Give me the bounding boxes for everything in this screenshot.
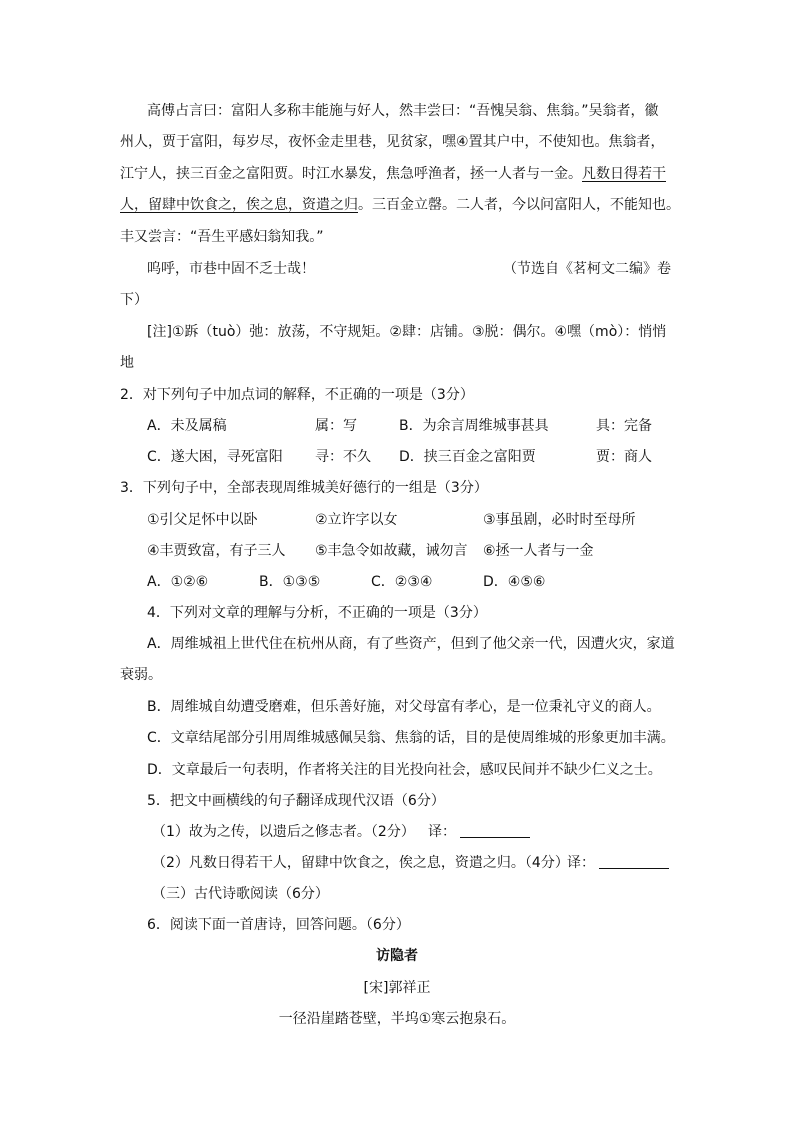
choice-item: ②立许字以女 <box>315 512 398 528</box>
option-c: C．文章结尾部分引用周维城感佩吴翁、焦翁的话，目的是使周维城的形象更加丰满。 <box>147 730 675 746</box>
passage-line: 高傅占言曰：富阳人多称丰能施与好人，然丰尝曰：“吾愧吴翁、焦翁。”吴翁者，徽 <box>147 103 659 119</box>
option-a: A．①②⑥ <box>147 574 209 590</box>
question-stem: 6．阅读下面一首唐诗，回答问题。（6分） <box>147 917 410 933</box>
question-stem: 4．下列对文章的理解与分析，不正确的一项是（3分） <box>147 605 487 621</box>
question-stem: 3．下列句子中，全部表现周维城美好德行的一组是（3分） <box>120 480 488 496</box>
choice-item: ⑤丰急令如故藏，诫勿言 <box>315 543 468 559</box>
translation-answer <box>567 853 669 873</box>
option-a: A．周维城祖上世代住在杭州从商，有了些资产，但到了他父亲一代，因遭火灾，家道 <box>147 636 675 652</box>
question-stem: 5．把文中画横线的句子翻译成现代汉语（6分） <box>147 793 445 809</box>
poem-line: 一径沿崖踏苍壁，半坞①寒云抱泉石。 <box>278 1011 516 1027</box>
option-a-continued: 衰弱。 <box>120 667 162 683</box>
question-stem: 2．对下列句子中加点词的解释，不正确的一项是（3分） <box>120 387 474 403</box>
passage-line <box>120 164 666 184</box>
option-b: B．周维城自幼遭受磨难，但乐善好施，对父母富有孝心，是一位秉礼守义的商人。 <box>147 699 661 715</box>
option-a: A．未及属稿 <box>147 418 227 434</box>
translation-item: （2）凡数日得若干人，留肆中饮食之，俟之息，资遣之归。（4分） <box>152 855 569 871</box>
option-d: D．④⑤⑥ <box>483 574 546 590</box>
choice-item: ④丰贾致富，有子三人 <box>147 543 286 559</box>
option-c: C．②③④ <box>371 574 433 590</box>
option-c-explanation: 寻：不久 <box>315 449 371 465</box>
passage-line: 呜呼，市巷中固不乏士哉！ <box>147 261 315 277</box>
option-b: B．为余言周维城事甚具 <box>399 418 549 434</box>
option-a-explanation: 属：写 <box>315 418 357 434</box>
choice-item: ①引父足怀中以卧 <box>147 512 258 528</box>
annotation-note: [注]①跅（tuò）弛：放荡，不守规矩。②肆：店铺。③脱：偶尔。④嘿（mò）：悄悄 <box>147 324 667 340</box>
option-b-explanation: 具：完备 <box>596 418 652 434</box>
option-b: B．①③⑤ <box>259 574 321 590</box>
option-d: D．文章最后一句表明，作者将关注的目光投向社会，感叹民间并不缺少仁义之士。 <box>147 762 662 778</box>
translation-answer <box>428 822 530 842</box>
passage-line: 下） <box>120 292 148 308</box>
option-d: D．挟三百金之富阳贾 <box>399 449 536 465</box>
passage-line: 丰又尝言：“吾生平感妇翁知我。” <box>120 229 324 245</box>
answer-label: 译： <box>567 855 595 871</box>
poem-title: 访隐者 <box>376 948 418 964</box>
answer-blank[interactable] <box>599 854 669 869</box>
poem-author: [宋]郭祥正 <box>363 980 431 996</box>
translation-item: （1）故为之传，以遗后之修志者。（2分） <box>152 824 415 840</box>
option-c: C．遂大困，寻死富阳 <box>147 449 283 465</box>
option-d-explanation: 贾：商人 <box>596 449 652 465</box>
source-citation: （节选自《茗柯文二编》卷 <box>503 261 671 277</box>
answer-label: 译： <box>428 824 456 840</box>
passage-text: 。三百金立罄。二人者，今以问富阳人，不能知也。 <box>358 197 680 213</box>
passage-text: 江宁人，挟三百金之富阳贾。时江水暴发，焦急呼渔者，拯一人者与一金。 <box>120 166 582 182</box>
annotation-note: 地 <box>120 355 134 371</box>
passage-line: 州人，贾于富阳，每岁尽，夜怀金走里巷，见贫家，嘿④置其户中，不使知也。焦翁者， <box>120 134 665 150</box>
passage-line <box>120 195 680 215</box>
section-heading: （三）古代诗歌阅读（6分） <box>152 886 329 902</box>
answer-blank[interactable] <box>460 823 530 838</box>
underlined-sentence: 人，留肆中饮食之，俟之息，资遣之归 <box>120 197 358 213</box>
choice-item: ⑥拯一人者与一金 <box>483 543 594 559</box>
choice-item: ③事虽剧，必时时至母所 <box>483 512 636 528</box>
underlined-sentence: 凡数日得若干 <box>582 166 666 182</box>
